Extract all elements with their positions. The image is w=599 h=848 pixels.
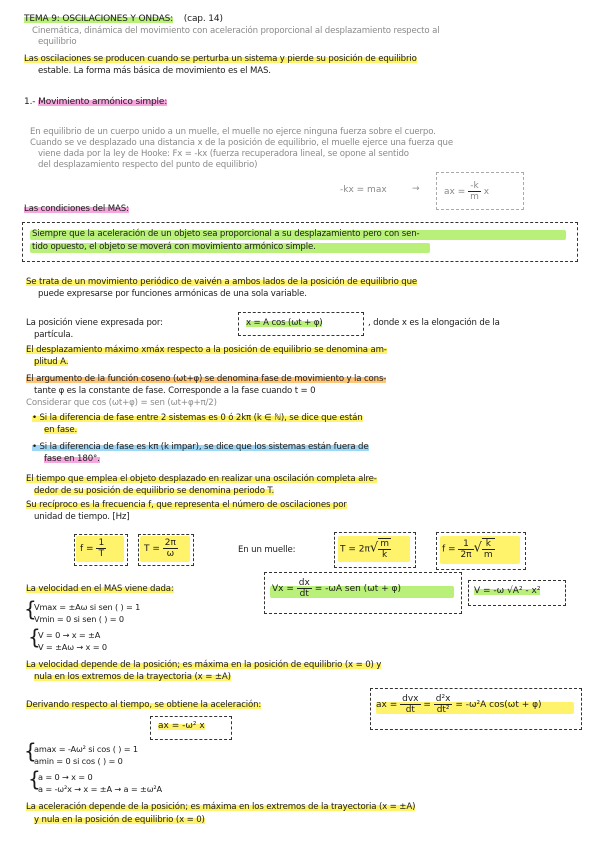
- condition-text-2: tido opuesto, el objeto se moverá con movimiento armónico simple.: [32, 242, 316, 252]
- brace-icon: {: [24, 597, 37, 621]
- accel-case-4: a = -ω²x → x = ±A → a = ±ω²A: [38, 784, 163, 794]
- velocity-case-3: V = 0 → x = ±A: [38, 630, 101, 640]
- periodic-line-2: puede expresarse por funciones armónicas de una sola variable.: [38, 289, 307, 299]
- amplitude-line-2: plitud A.: [34, 357, 69, 367]
- spring-label: En un muelle:: [238, 545, 296, 555]
- accel-summary-1: La aceleración depende de la posición; es máxima en los extremos de la trayectoria (x = ±A): [26, 802, 416, 812]
- velocity-formula: Vx = $\frac{dx}{dt}$ = -ωA sen (ωt + φ): [272, 578, 401, 599]
- section-heading: 1.- Movimiento armónico simple:: [24, 97, 168, 107]
- spring-text-1: En equilibrio de un cuerpo unido a un muelle, el muelle no ejerce ninguna fuerza sobre el cuerpo.: [30, 127, 436, 137]
- section-heading-text: Movimiento armónico simple:: [38, 97, 168, 107]
- accel-formula: ax = $\frac{-k}{m}$ x: [444, 181, 490, 202]
- conditions-heading: Las condiciones del MAS:: [24, 204, 129, 214]
- brace-icon: {: [28, 767, 41, 791]
- spring-text-4: del desplazamiento respecto del punto de equilibrio): [38, 160, 258, 170]
- spring-text-3: viene dada por la ley de Hooke: Fx = -kx (fuerza recuperadora lineal, se opone al sentido: [38, 149, 409, 159]
- sqrt-icon: √: [369, 540, 379, 556]
- phase-line-1: El argumento de la función coseno (ωt+φ) se denomina fase de movimiento y la cons-: [26, 374, 387, 384]
- subtitle-line-1: Cinemática, dinámica del movimiento con aceleración proporcional al desplazamiento respecto al: [32, 26, 440, 36]
- position-line-2: partícula.: [34, 330, 74, 340]
- brace-icon: {: [28, 625, 41, 649]
- phase-bullet-1b: en fase.: [44, 425, 78, 435]
- f-formula: f = $\frac{1}{T}$: [80, 538, 105, 559]
- position-suffix: , donde x es la elongación de la: [368, 318, 500, 328]
- hooke-equation: -kx = max: [340, 185, 387, 195]
- period-line-4: unidad de tiempo. [Hz]: [34, 512, 130, 522]
- subtitle-line-2: equilibrio: [38, 37, 77, 47]
- velocity-case-1: Vmax = ±Aω si sen ( ) = 1: [34, 602, 141, 612]
- page-title: [24, 14, 223, 25]
- periodic-line-1: Se trata de un movimiento periódico de vaivén a ambos lados de la posición de equilibrio que: [26, 277, 418, 287]
- oscillation-def-line-1: Las oscilaciones se producen cuando se perturba un sistema y pierde su posición de equilibrio: [24, 54, 417, 64]
- phase-bullet-1: • Si la diferencia de fase entre 2 sistemas es 0 ó 2kπ (k ∈ ℕ), se dice que están: [32, 413, 363, 423]
- title-text: TEMA 9: OSCILACIONES Y ONDAS:: [24, 14, 174, 24]
- accel-summary-2: y nula en la posición de equilibrio (x = 0): [34, 815, 205, 825]
- oscillation-def-line-2: estable. La forma más básica de movimiento es el MAS.: [38, 66, 271, 76]
- accel-case-2: amin = 0 si cos ( ) = 0: [34, 756, 123, 766]
- position-formula: x = A cos (ωt + φ): [246, 318, 323, 328]
- T-formula: T = $\frac{2\pi}{\omega}$: [144, 538, 176, 559]
- velocity-summary-1: La velocidad depende de la posición; es máxima en la posición de equilibrio (x = 0) y: [26, 660, 382, 670]
- velocity-line-1: La velocidad en el MAS viene dada:: [26, 584, 174, 594]
- arrow-icon: →: [412, 184, 420, 194]
- amplitude-line-1: El desplazamiento máximo xmáx respecto a la posición de equilibrio se denomina am-: [26, 345, 387, 355]
- condition-text-1: Siempre que la aceleración de un objeto sea proporcional a su desplazamiento pero con sen-: [32, 229, 420, 239]
- velocity-summary-2: nula en los extremos de la trayectoria (x = ±A): [34, 672, 231, 682]
- period-line-2: dedor de su posición de equilibrio se denomina periodo T.: [34, 486, 275, 496]
- phase-bullet-2b: fase en 180°.: [44, 454, 100, 464]
- velocity-case-2: Vmin = 0 si sen ( ) = 0: [34, 614, 124, 624]
- phase-bullet-2: • Si la diferencia de fase es kπ (k impar), se dice que los sistemas están fuera de: [32, 442, 369, 452]
- velocity-case-4: V = ±Aω → x = 0: [38, 642, 107, 652]
- period-line-1: El tiempo que emplea el objeto desplazado en realizar una oscilación completa alre-: [26, 474, 377, 484]
- brace-icon: {: [24, 739, 37, 763]
- chapter-ref: (cap. 14): [183, 14, 223, 24]
- T-spring-formula: T = 2π√ $\frac{m}{k}$: [340, 539, 389, 560]
- accel-case-3: a = 0 → x = 0: [38, 772, 93, 782]
- accel-line-1: Derivando respecto al tiempo, se obtiene la aceleración:: [26, 700, 262, 710]
- spring-text-2: Cuando se ve desplazado una distancia x de la posición de equilibrio, el muelle ejerce una fuerza que: [30, 138, 453, 148]
- accel-simple-formula: ax = -ω² x: [158, 721, 205, 731]
- phase-line-2: tante φ es la constante de fase. Corresponde a la fase cuando t = 0: [34, 386, 316, 396]
- period-line-3: Su recíproco es la frecuencia f, que representa el número de oscilaciones por: [26, 500, 347, 510]
- position-label: La posición viene expresada por:: [26, 318, 163, 328]
- accel-derivative-formula: ax = $\frac{\text{dvx}}{dt}$ = $\frac{\text{d²x}}{\text{dt²}}$ = -ω²A cos(ωt + φ): [376, 694, 542, 715]
- velocity-alt-formula: V = -ω √A² - x²: [474, 586, 541, 596]
- f-spring-formula: f = $\frac{1}{2\pi}$ √ $\frac{k}{m}$: [442, 538, 493, 560]
- sqrt-icon: √: [473, 540, 482, 556]
- accel-case-1: amax = -Aω² si cos ( ) = 1: [34, 744, 138, 754]
- phase-line-3: Considerar que cos (ωt+φ) = sen (ωt+φ+π/2): [26, 398, 217, 408]
